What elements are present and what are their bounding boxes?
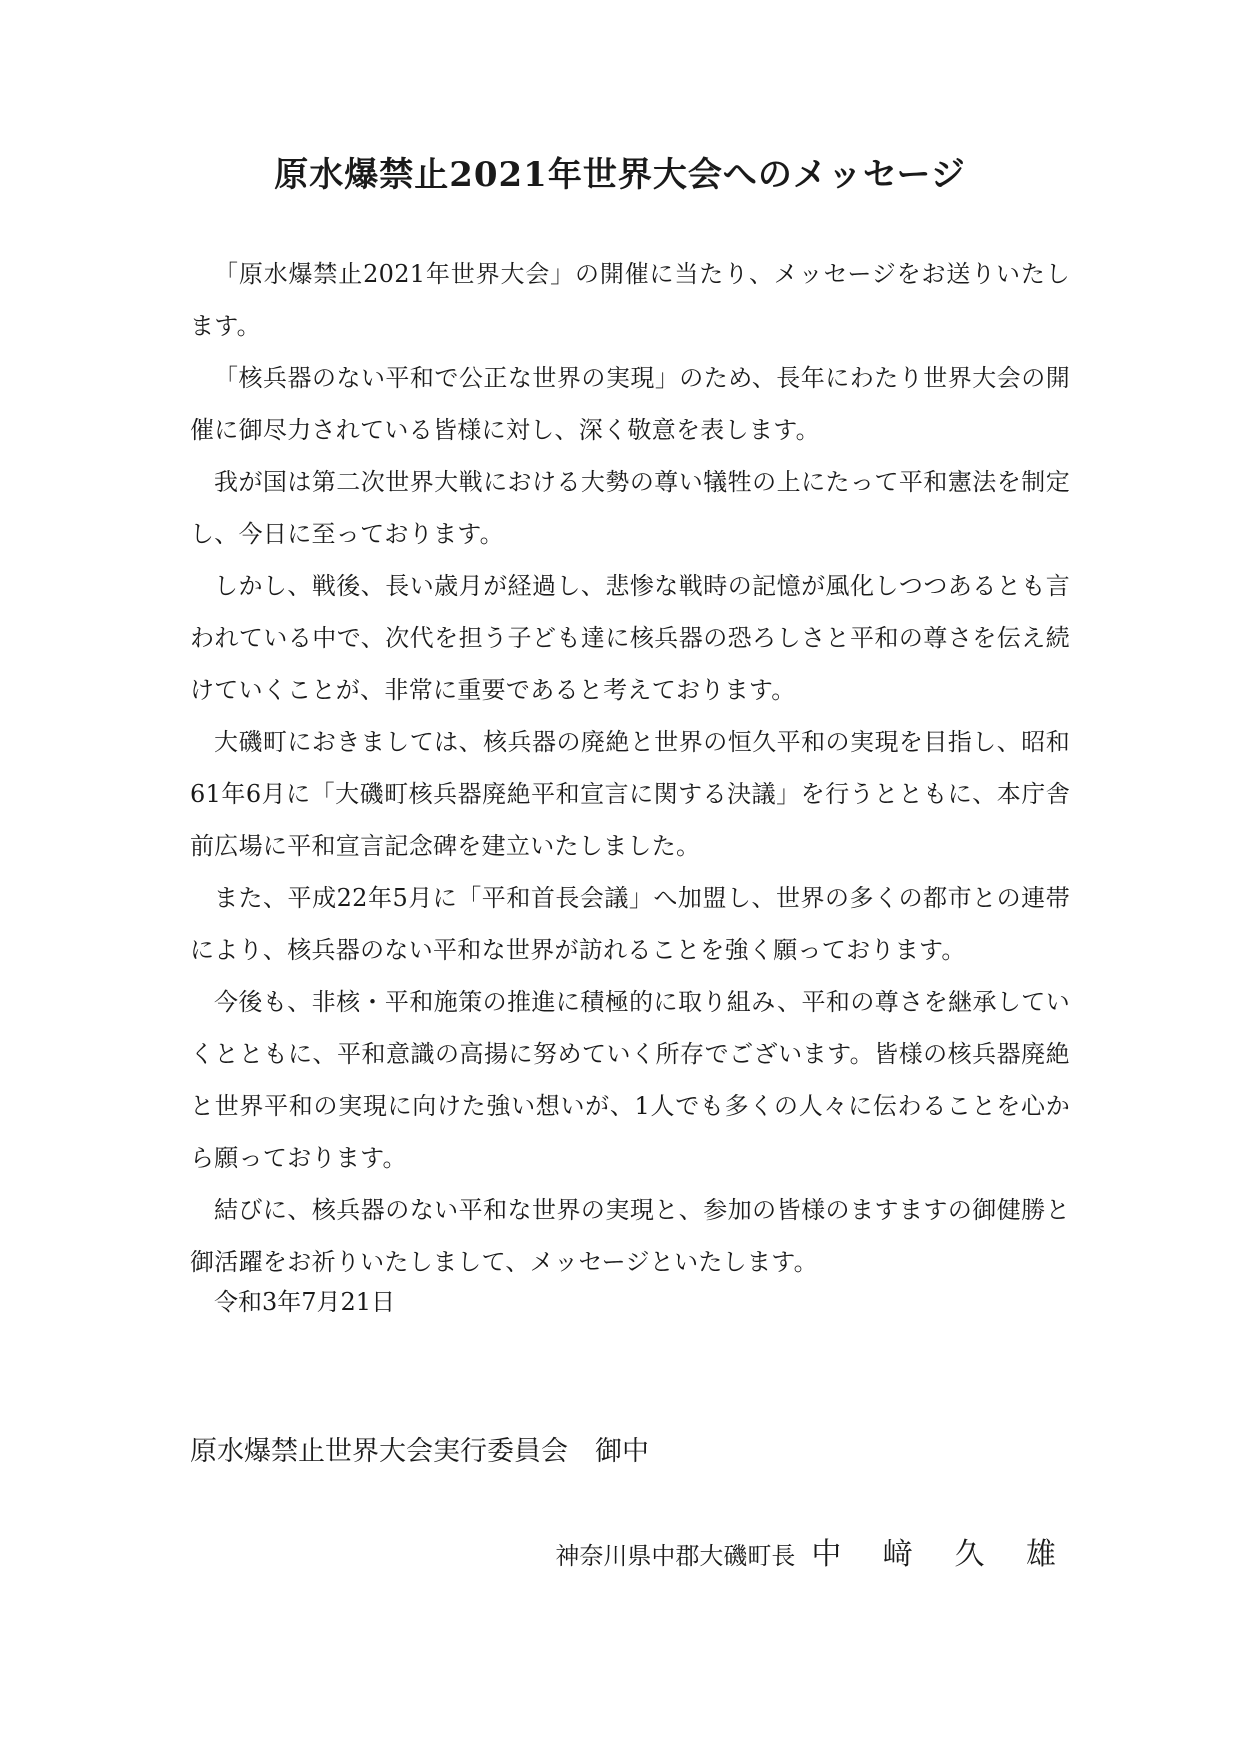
paragraph-6: また、平成22年5月に「平和首長会議」へ加盟し、世界の多くの都市との連帯により、核兵器のない平和な世界が訪れることを強く願っております。 (190, 884, 1070, 964)
signature-name: 中 﨑 久 雄 (811, 1537, 1072, 1572)
paragraph-5: 大磯町におきましては、核兵器の廃絶と世界の恒久平和の実現を目指し、昭和61年6月に「大磯町核兵器廃絶平和宣言に関する決議」を行うとともに、本庁舎前広場に平和宣言記念碑を建立いたしました。 (190, 728, 1070, 860)
recipient: 原水爆禁止世界大会実行委員会 御中 (190, 1436, 649, 1467)
message-body (190, 248, 1070, 1288)
signature (555, 1533, 1072, 1578)
document-date: 令和3年7月21日 (214, 1288, 396, 1316)
paragraph-1: 「原水爆禁止2021年世界大会」の開催に当たり、メッセージをお送りいたします。 (190, 260, 1070, 340)
paragraph-7: 今後も、非核・平和施策の推進に積極的に取り組み、平和の尊さを継承していくとともに、平和意識の高揚に努めていく所存でございます。皆様の核兵器廃絶と世界平和の実現に向けた強い想いが、1人でも多くの人々に伝わることを心から願っております。 (190, 988, 1070, 1172)
paragraph-8: 結びに、核兵器のない平和な世界の実現と、参加の皆様のますますの御健勝と御活躍をお祈りいたしまして、メッセージといたします。 (190, 1196, 1070, 1276)
paragraph-2: 「核兵器のない平和で公正な世界の実現」のため、長年にわたり世界大会の開催に御尽力されている皆様に対し、深く敬意を表します。 (190, 364, 1070, 444)
document-title: 原水爆禁止2021年世界大会へのメッセージ (274, 155, 966, 195)
signature-title: 神奈川県中郡大磯町長 (555, 1542, 796, 1570)
paragraph-4: しかし、戦後、長い歳月が経過し、悲惨な戦時の記憶が風化しつつあるとも言われている中で、次代を担う子ども達に核兵器の恐ろしさと平和の尊さを伝え続けていくことが、非常に重要であると考えております。 (190, 572, 1070, 704)
paragraph-3: 我が国は第二次世界大戦における大勢の尊い犠牲の上にたって平和憲法を制定し、今日に至っております。 (190, 468, 1070, 548)
